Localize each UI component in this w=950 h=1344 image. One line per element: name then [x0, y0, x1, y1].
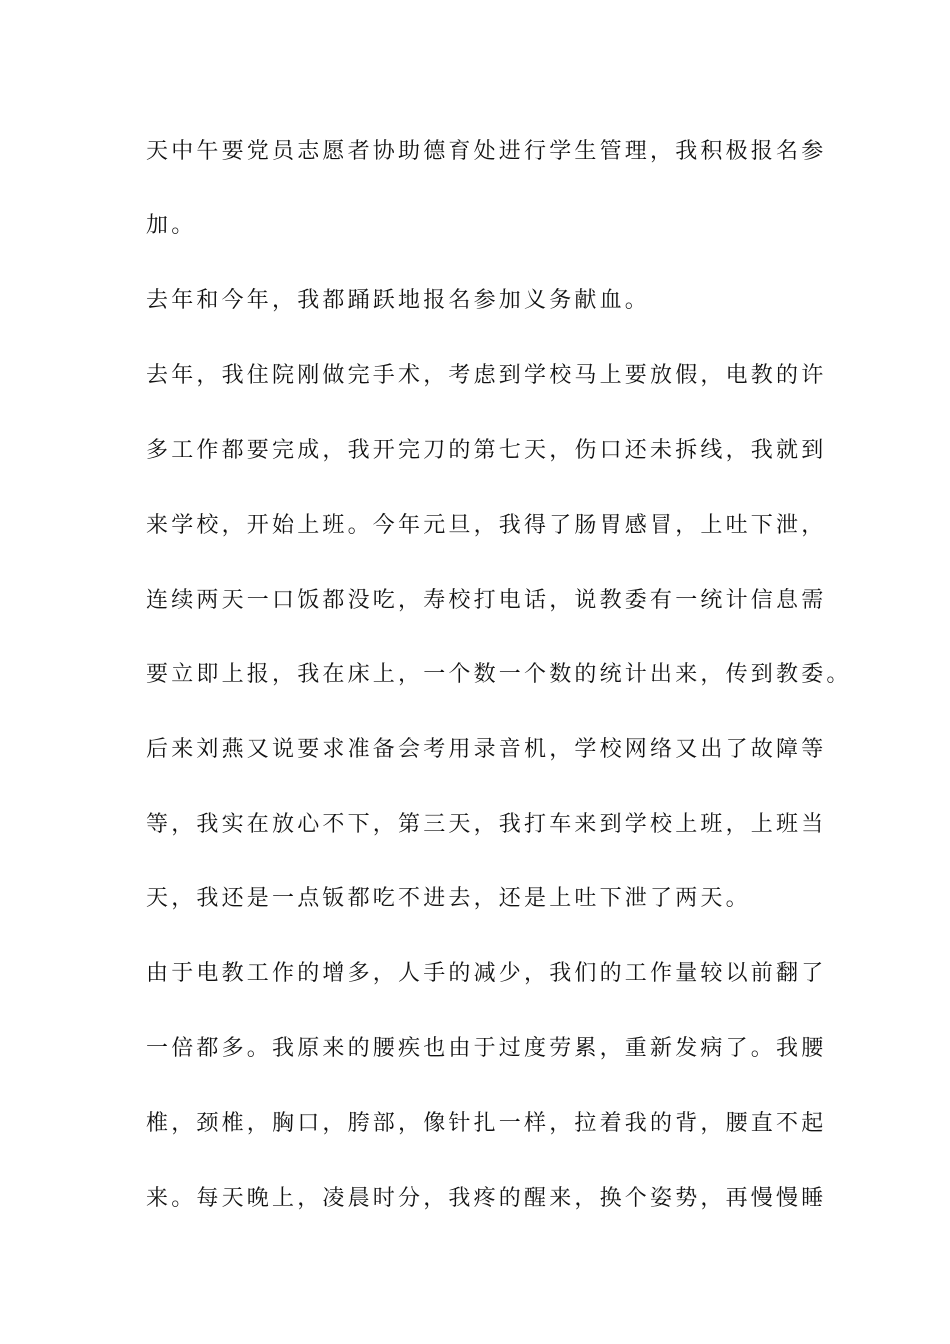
text-line-4: 去年，我住院刚做完手术，考虑到学校马上要放假，电教的许 — [146, 363, 827, 388]
text-line-3: 去年和今年，我都踊跃地报名参加义务献血。 — [146, 288, 651, 313]
text-line-11: 天，我还是一点钣都吃不进去，还是上吐下泄了两天。 — [146, 886, 751, 911]
text-line-7: 连续两天一口饭都没吃，寿校打电话，说教委有一统计信息需 — [146, 588, 827, 613]
text-line-9: 后来刘燕又说要求准备会考用录音机，学校网络又出了故障等 — [146, 737, 827, 762]
text-line-5: 多工作都要完成，我开完刀的第七天，伤口还未拆线，我就到 — [146, 438, 827, 463]
text-line-15: 来。每天晚上，凌晨时分，我疼的醒来，换个姿势，再慢慢睡 — [146, 1186, 827, 1211]
text-line-6: 来学校，开始上班。今年元旦，我得了肠胃感冒，上吐下泄， — [146, 513, 827, 538]
text-line-12: 由于电教工作的增多，人手的减少，我们的工作量较以前翻了 — [146, 961, 827, 986]
text-line-2: 加。 — [146, 213, 197, 238]
text-line-14: 椎，颈椎，胸口，胯部，像针扎一样，拉着我的背，腰直不起 — [146, 1111, 827, 1136]
text-line-10: 等，我实在放心不下，第三天，我打车来到学校上班，上班当 — [146, 812, 827, 837]
text-line-8: 要立即上报，我在床上，一个数一个数的统计出来，传到教委。 — [146, 662, 852, 687]
text-line-1: 天中午要党员志愿者协助德育处进行学生管理，我积极报名参 — [146, 139, 827, 164]
text-line-13: 一倍都多。我原来的腰疾也由于过度劳累，重新发病了。我腰 — [146, 1036, 827, 1061]
